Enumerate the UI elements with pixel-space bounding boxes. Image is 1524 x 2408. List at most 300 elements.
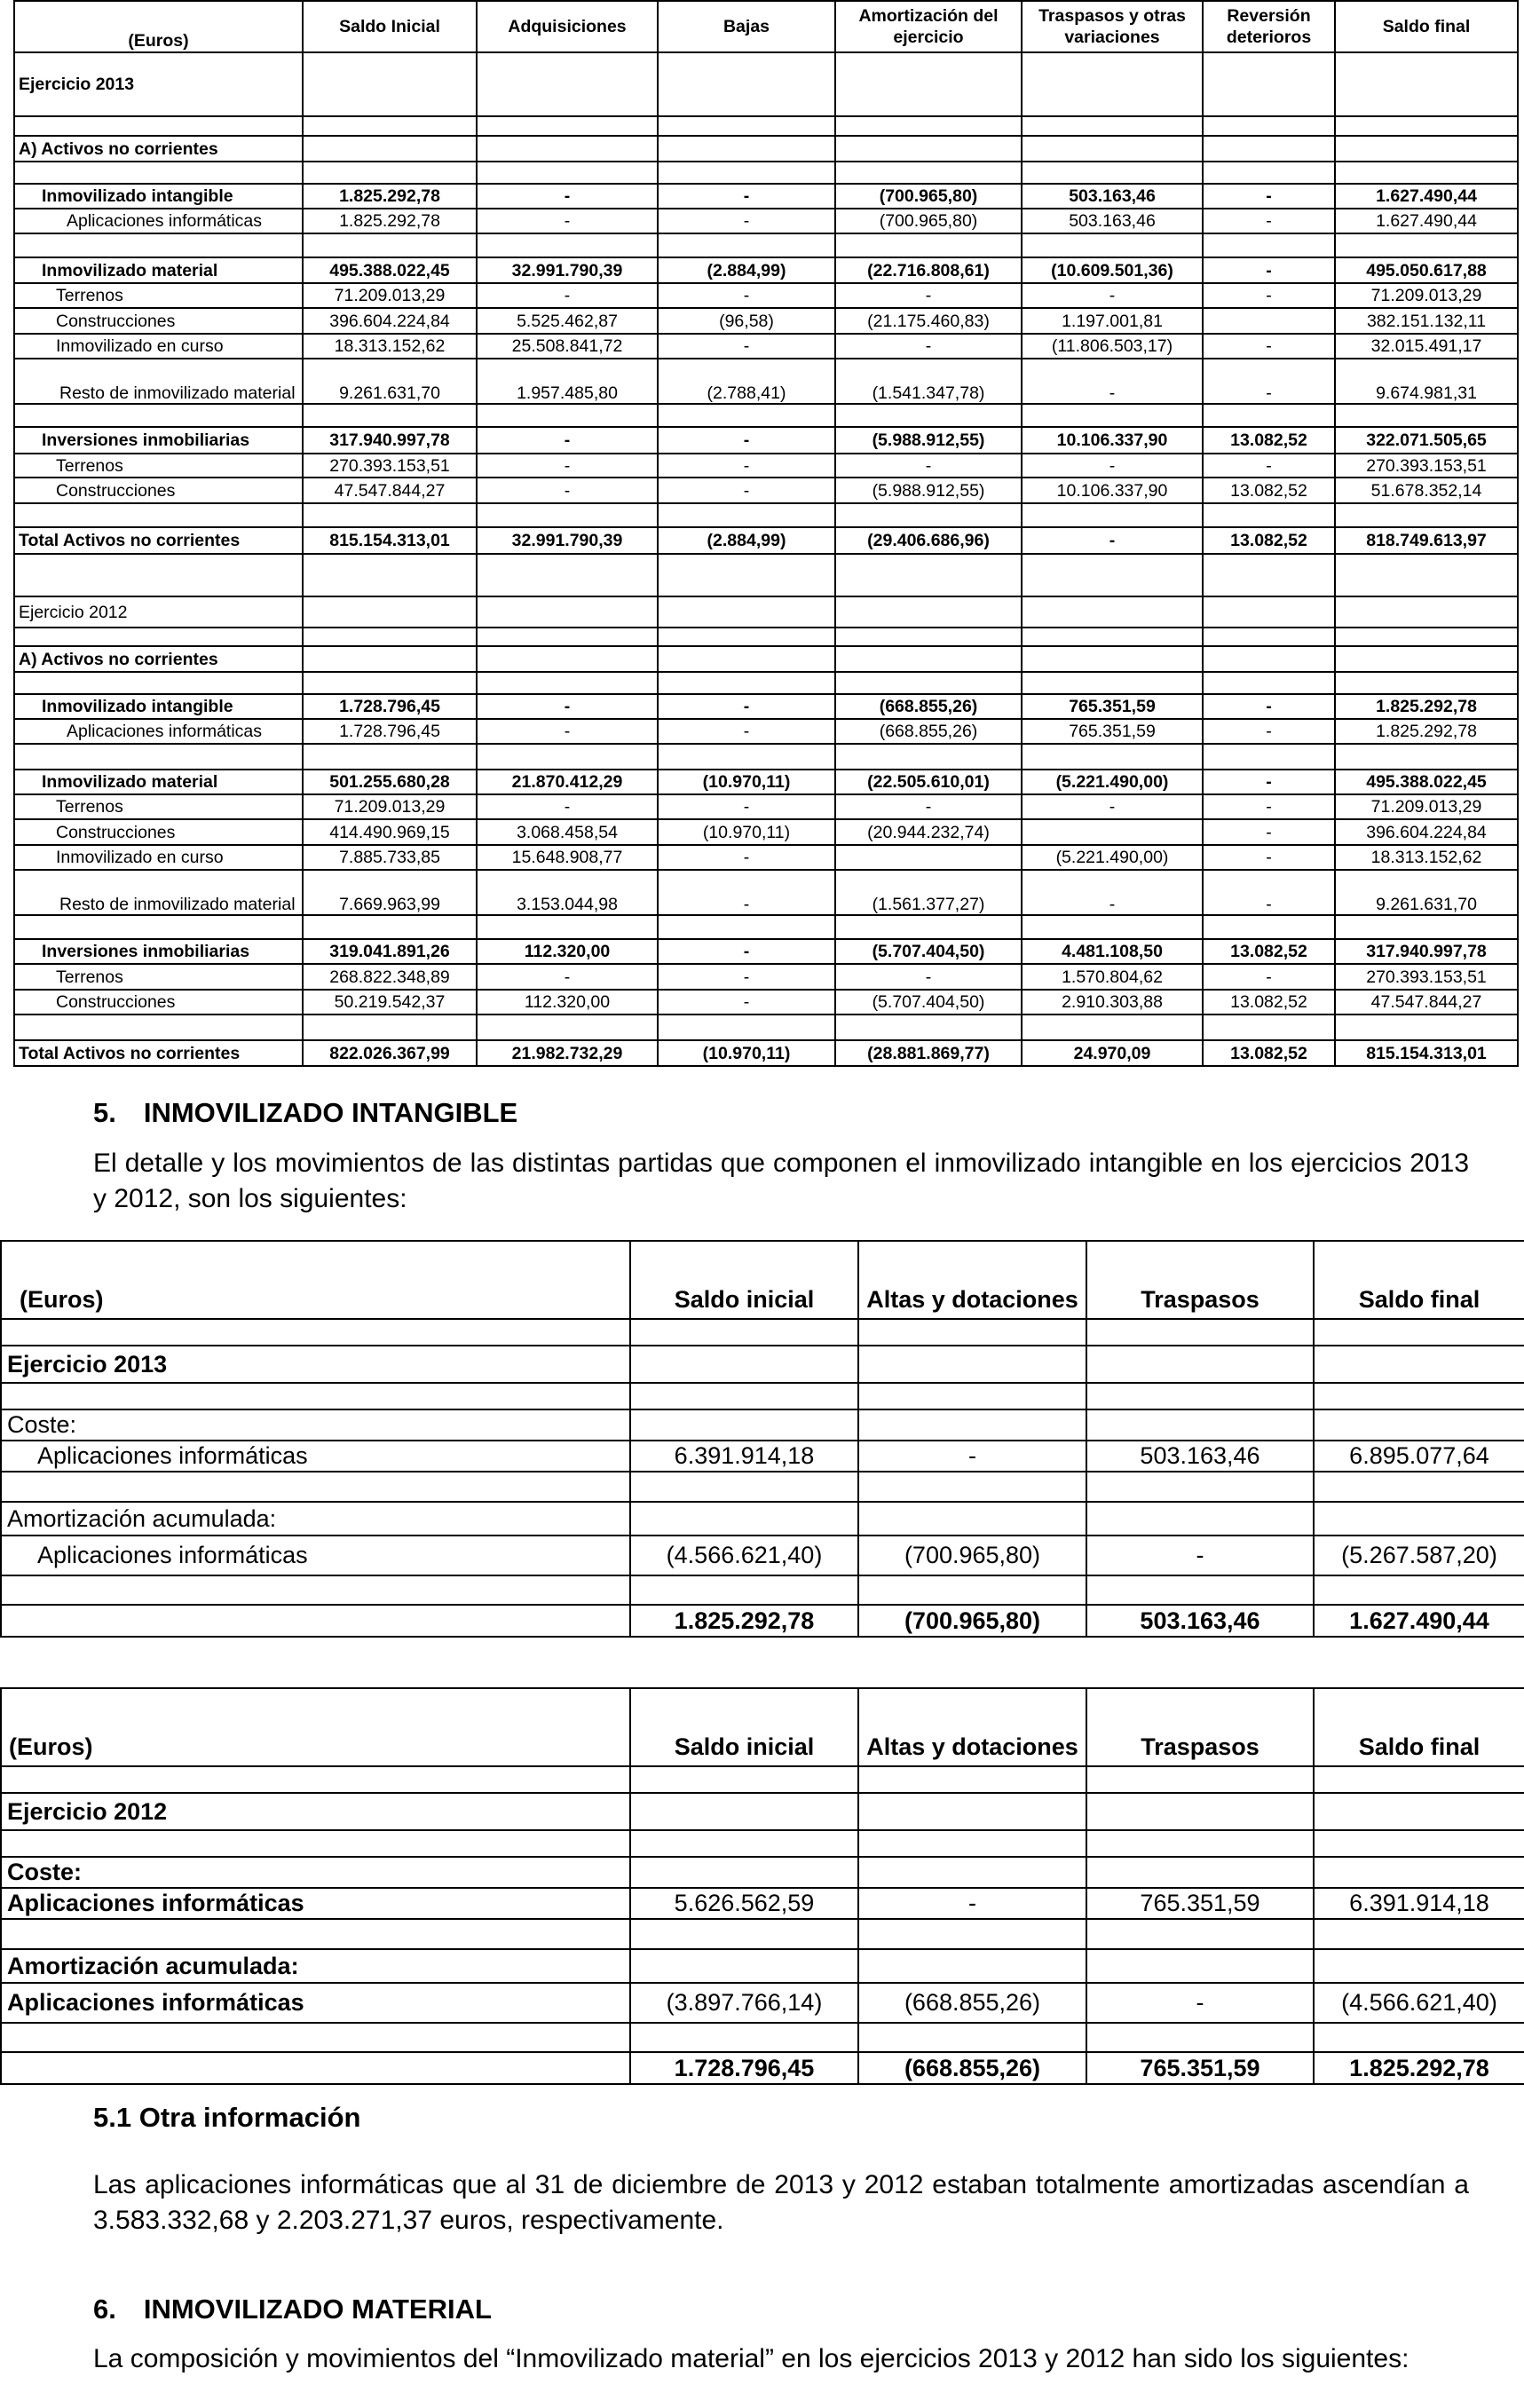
cell-value: (668.855,26) xyxy=(835,694,1022,719)
cell-value xyxy=(858,1383,1086,1409)
table-row xyxy=(14,845,1518,870)
cell-value xyxy=(477,233,658,257)
cell-value xyxy=(1022,136,1203,162)
cell-value xyxy=(1022,52,1203,116)
cell-value xyxy=(1203,308,1335,334)
cell-value: (2.884,99) xyxy=(658,527,835,554)
row-label xyxy=(14,404,303,427)
cell-value xyxy=(303,136,477,162)
cell-value xyxy=(658,503,835,527)
cell-value xyxy=(1086,1383,1314,1409)
cell-value: - xyxy=(1086,1536,1314,1575)
cell-value xyxy=(1086,1766,1314,1793)
spacer-row xyxy=(1,1383,1524,1409)
row-label: Aplicaciones informáticas xyxy=(1,1888,630,1919)
cell-value xyxy=(835,915,1022,939)
table-row xyxy=(1,1793,1524,1830)
cell-value: (700.965,80) xyxy=(835,209,1022,233)
cell-value xyxy=(477,744,658,770)
cell-value: - xyxy=(477,283,658,308)
cell-value: 1.728.796,45 xyxy=(303,694,477,719)
row-label: Inmovilizado intangible xyxy=(14,184,303,209)
cell-value: - xyxy=(1203,770,1335,794)
cell-value xyxy=(1203,628,1335,646)
cell-value: (10.970,11) xyxy=(658,770,835,794)
row-label xyxy=(1,2052,630,2084)
cell-value: 51.678.352,14 xyxy=(1335,478,1518,503)
cell-value: 501.255.680,28 xyxy=(303,770,477,794)
cell-value xyxy=(658,404,835,427)
cell-value xyxy=(630,1319,858,1346)
cell-value: 6.895.077,64 xyxy=(1314,1441,1524,1472)
cell-value: 9.261.631,70 xyxy=(1335,870,1518,915)
cell-value xyxy=(835,503,1022,527)
cell-value xyxy=(477,1015,658,1040)
cell-value xyxy=(835,1015,1022,1040)
cell-value: 495.388.022,45 xyxy=(1335,770,1518,794)
cell-value: 503.163,46 xyxy=(1022,184,1203,209)
cell-value xyxy=(630,1949,858,1983)
spacer-row xyxy=(14,628,1518,646)
cell-value: - xyxy=(477,427,658,454)
cell-value xyxy=(1086,1319,1314,1346)
cell-value: 9.261.631,70 xyxy=(303,359,477,404)
cell-value xyxy=(630,1919,858,1949)
table-row xyxy=(14,870,1518,915)
cell-value: - xyxy=(1203,334,1335,359)
cell-value: - xyxy=(835,964,1022,990)
table-row xyxy=(14,136,1518,162)
row-label: Ejercicio 2013 xyxy=(14,52,303,116)
cell-value: 822.026.367,99 xyxy=(303,1040,477,1066)
table-header-row xyxy=(1,1688,1524,1766)
cell-value xyxy=(1086,2023,1314,2052)
cell-value: 21.982.732,29 xyxy=(477,1040,658,1066)
cell-value xyxy=(835,116,1022,136)
cell-value xyxy=(1314,2023,1524,2052)
cell-value xyxy=(630,1502,858,1536)
cell-value: (1.541.347,78) xyxy=(835,359,1022,404)
table-row xyxy=(1,1949,1524,1983)
spacer-row xyxy=(1,1830,1524,1857)
cell-value: - xyxy=(858,1888,1086,1919)
cell-value: 1.957.485,80 xyxy=(477,359,658,404)
cell-value: (22.716.808,61) xyxy=(835,257,1022,283)
cell-value: 18.313.152,62 xyxy=(303,334,477,359)
table-header-row xyxy=(14,1,1518,52)
cell-value xyxy=(1203,915,1335,939)
cell-value xyxy=(1022,116,1203,136)
cell-value: 765.351,59 xyxy=(1086,2052,1314,2084)
cell-value xyxy=(1022,1015,1203,1040)
column-header: Reversión deterioros xyxy=(1203,1,1335,52)
spacer-row xyxy=(1,2023,1524,2052)
cell-value xyxy=(835,672,1022,694)
spacer-row xyxy=(1,1575,1524,1605)
cell-value xyxy=(303,503,477,527)
cell-value xyxy=(1022,233,1203,257)
cell-value: (700.965,80) xyxy=(858,1605,1086,1637)
row-label: Inversiones inmobiliarias xyxy=(14,939,303,964)
cell-value xyxy=(858,1502,1086,1536)
cell-value xyxy=(1335,646,1518,672)
row-label: Aplicaciones informáticas xyxy=(14,719,303,744)
cell-value xyxy=(477,162,658,184)
spacer-row xyxy=(14,404,1518,427)
cell-value xyxy=(1203,554,1335,596)
table-row xyxy=(14,52,1518,116)
cell-value: - xyxy=(477,478,658,503)
cell-value xyxy=(477,404,658,427)
cell-value xyxy=(1022,646,1203,672)
row-label: Inmovilizado en curso xyxy=(14,334,303,359)
cell-value xyxy=(1203,596,1335,628)
cell-value: (668.855,26) xyxy=(858,1983,1086,2023)
cell-value xyxy=(1086,1472,1314,1502)
cell-value xyxy=(1314,1575,1524,1605)
cell-value xyxy=(1335,1015,1518,1040)
cell-value: - xyxy=(658,209,835,233)
cell-value: 1.825.292,78 xyxy=(1314,2052,1524,2084)
cell-value xyxy=(835,554,1022,596)
spacer-row xyxy=(14,672,1518,694)
cell-value xyxy=(1086,1919,1314,1949)
cell-value: - xyxy=(1022,283,1203,308)
cell-value: 1.825.292,78 xyxy=(303,209,477,233)
cell-value: - xyxy=(1022,527,1203,554)
table-row xyxy=(14,427,1518,454)
cell-value: 503.163,46 xyxy=(1022,209,1203,233)
column-header: Traspasos xyxy=(1086,1688,1314,1766)
cell-value xyxy=(1203,672,1335,694)
cell-value: 24.970,09 xyxy=(1022,1040,1203,1066)
cell-value: 765.351,59 xyxy=(1086,1888,1314,1919)
cell-value xyxy=(658,233,835,257)
column-header: (Euros) xyxy=(1,1688,630,1766)
table-row xyxy=(1,1983,1524,2023)
cell-value xyxy=(1203,52,1335,116)
cell-value: 317.940.997,78 xyxy=(1335,939,1518,964)
row-label: Ejercicio 2012 xyxy=(14,596,303,628)
cell-value xyxy=(658,554,835,596)
cell-value: 71.209.013,29 xyxy=(1335,283,1518,308)
cell-value: 13.082,52 xyxy=(1203,1040,1335,1066)
table-row xyxy=(14,359,1518,404)
cell-value xyxy=(835,162,1022,184)
cell-value xyxy=(1335,554,1518,596)
cell-value: - xyxy=(658,845,835,870)
row-label xyxy=(14,628,303,646)
cell-value: - xyxy=(477,694,658,719)
row-label xyxy=(1,1919,630,1949)
cell-value: (668.855,26) xyxy=(835,719,1022,744)
column-header: Saldo inicial xyxy=(630,1241,858,1319)
cell-value xyxy=(835,52,1022,116)
table-row xyxy=(14,1040,1518,1066)
cell-value xyxy=(1086,1409,1314,1441)
cell-value: 3.068.458,54 xyxy=(477,819,658,845)
cell-value xyxy=(1203,744,1335,770)
cell-value xyxy=(658,596,835,628)
cell-value xyxy=(658,672,835,694)
row-label: Terrenos xyxy=(14,283,303,308)
cell-value xyxy=(1022,672,1203,694)
cell-value: 32.991.790,39 xyxy=(477,527,658,554)
cell-value: 6.391.914,18 xyxy=(1314,1888,1524,1919)
row-label xyxy=(1,1605,630,1637)
row-label: Ejercicio 2012 xyxy=(1,1793,630,1830)
column-header: Altas y dotaciones xyxy=(858,1241,1086,1319)
row-label xyxy=(14,672,303,694)
cell-value xyxy=(1314,1919,1524,1949)
cell-value: - xyxy=(1203,184,1335,209)
row-label: Coste: xyxy=(1,1857,630,1888)
cell-value: 1.627.490,44 xyxy=(1314,1605,1524,1637)
column-header: Saldo Inicial xyxy=(303,1,477,52)
row-label xyxy=(1,1472,630,1502)
row-label xyxy=(1,1575,630,1605)
cell-value xyxy=(1335,162,1518,184)
cell-value: - xyxy=(477,719,658,744)
cell-value xyxy=(303,554,477,596)
row-label xyxy=(14,116,303,136)
table-row xyxy=(14,819,1518,845)
column-header: Saldo inicial xyxy=(630,1688,858,1766)
cell-value xyxy=(1022,404,1203,427)
cell-value: 71.209.013,29 xyxy=(1335,794,1518,819)
cell-value: 319.041.891,26 xyxy=(303,939,477,964)
cell-value xyxy=(303,915,477,939)
cell-value xyxy=(303,52,477,116)
cell-value: - xyxy=(1203,794,1335,819)
row-label: Aplicaciones informáticas xyxy=(1,1441,630,1472)
cell-value: - xyxy=(658,334,835,359)
intangible-assets-2013-table xyxy=(0,1240,1524,1638)
cell-value xyxy=(303,404,477,427)
row-label: Inmovilizado material xyxy=(14,770,303,794)
cell-value xyxy=(1203,646,1335,672)
cell-value: 2.910.303,88 xyxy=(1022,990,1203,1015)
cell-value: (2.788,41) xyxy=(658,359,835,404)
cell-value xyxy=(1203,404,1335,427)
cell-value: - xyxy=(658,794,835,819)
cell-value: 1.728.796,45 xyxy=(630,2052,858,2084)
cell-value: 5.525.462,87 xyxy=(477,308,658,334)
cell-value: (1.561.377,27) xyxy=(835,870,1022,915)
cell-value xyxy=(1086,1575,1314,1605)
row-label: Inversiones inmobiliarias xyxy=(14,427,303,454)
table-row xyxy=(1,1605,1524,1637)
cell-value xyxy=(1022,819,1203,845)
cell-value: - xyxy=(1022,359,1203,404)
cell-value: - xyxy=(1203,257,1335,283)
table-row xyxy=(14,209,1518,233)
row-label: Construcciones xyxy=(14,819,303,845)
row-label xyxy=(1,1830,630,1857)
cell-value xyxy=(858,1949,1086,1983)
cell-value xyxy=(1022,162,1203,184)
row-label xyxy=(14,1015,303,1040)
row-label xyxy=(14,233,303,257)
cell-value: - xyxy=(1203,209,1335,233)
row-label: Aplicaciones informáticas xyxy=(1,1983,630,2023)
cell-value xyxy=(1022,554,1203,596)
row-label: Total Activos no corrientes xyxy=(14,527,303,554)
cell-value xyxy=(658,628,835,646)
cell-value xyxy=(835,646,1022,672)
cell-value xyxy=(477,915,658,939)
cell-value: 495.050.617,88 xyxy=(1335,257,1518,283)
cell-value xyxy=(1203,116,1335,136)
cell-value: 1.825.292,78 xyxy=(630,1605,858,1637)
cell-value xyxy=(1335,628,1518,646)
cell-value: 47.547.844,27 xyxy=(303,478,477,503)
cell-value: 18.313.152,62 xyxy=(1335,845,1518,870)
spacer-row xyxy=(14,915,1518,939)
cell-value xyxy=(658,1015,835,1040)
cell-value: (10.970,11) xyxy=(658,1040,835,1066)
cell-value xyxy=(1314,1346,1524,1383)
row-label xyxy=(14,503,303,527)
cell-value: - xyxy=(835,454,1022,478)
cell-value xyxy=(658,915,835,939)
table-row xyxy=(1,1409,1524,1441)
cell-value: - xyxy=(1086,1983,1314,2023)
cell-value: 32.015.491,17 xyxy=(1335,334,1518,359)
cell-value xyxy=(630,1830,858,1857)
cell-value: 15.648.908,77 xyxy=(477,845,658,870)
cell-value xyxy=(477,554,658,596)
fixed-assets-movement-table xyxy=(13,0,1519,1067)
row-label: Inmovilizado material xyxy=(14,257,303,283)
cell-value xyxy=(303,744,477,770)
cell-value: - xyxy=(835,794,1022,819)
cell-value: (5.221.490,00) xyxy=(1022,770,1203,794)
cell-value: 47.547.844,27 xyxy=(1335,990,1518,1015)
cell-value: - xyxy=(658,990,835,1015)
cell-value xyxy=(835,404,1022,427)
cell-value: 25.508.841,72 xyxy=(477,334,658,359)
cell-value xyxy=(303,646,477,672)
cell-value xyxy=(1335,503,1518,527)
table-row xyxy=(14,939,1518,964)
cell-value xyxy=(477,596,658,628)
cell-value xyxy=(858,2023,1086,2052)
cell-value xyxy=(858,1830,1086,1857)
cell-value xyxy=(1335,596,1518,628)
table-row xyxy=(14,308,1518,334)
section-5-1-paragraph: Las aplicaciones informáticas que al 31 de diciembre de 2013 y 2012 estaban totalmente amortizadas ascendían a 3.583.332,68 y 2.203.271,37 euros, respectivamente. xyxy=(93,2170,1469,2235)
cell-value: 1.825.292,78 xyxy=(1335,719,1518,744)
cell-value: 112.320,00 xyxy=(477,939,658,964)
cell-value: 382.151.132,11 xyxy=(1335,308,1518,334)
cell-value: 396.604.224,84 xyxy=(1335,819,1518,845)
cell-value: - xyxy=(658,478,835,503)
cell-value xyxy=(630,1346,858,1383)
spacer-row xyxy=(14,554,1518,596)
cell-value: (5.267.587,20) xyxy=(1314,1536,1524,1575)
cell-value: 13.082,52 xyxy=(1203,527,1335,554)
cell-value: 765.351,59 xyxy=(1022,694,1203,719)
cell-value: 50.219.542,37 xyxy=(303,990,477,1015)
row-label xyxy=(1,1319,630,1346)
cell-value xyxy=(303,162,477,184)
cell-value: (5.707.404,50) xyxy=(835,990,1022,1015)
table-row xyxy=(1,1888,1524,1919)
cell-value: 1.825.292,78 xyxy=(1335,694,1518,719)
cell-value: (3.897.766,14) xyxy=(630,1983,858,2023)
cell-value: 32.991.790,39 xyxy=(477,257,658,283)
cell-value: 815.154.313,01 xyxy=(1335,1040,1518,1066)
cell-value xyxy=(1022,744,1203,770)
table-row xyxy=(14,964,1518,990)
table-row xyxy=(14,283,1518,308)
cell-value: (668.855,26) xyxy=(858,2052,1086,2084)
cell-value: (22.505.610,01) xyxy=(835,770,1022,794)
cell-value xyxy=(477,646,658,672)
cell-value xyxy=(1335,744,1518,770)
cell-value: 13.082,52 xyxy=(1203,939,1335,964)
column-header: Saldo final xyxy=(1314,1241,1524,1319)
cell-value xyxy=(303,596,477,628)
cell-value xyxy=(858,1319,1086,1346)
cell-value xyxy=(835,233,1022,257)
cell-value: 1.627.490,44 xyxy=(1335,209,1518,233)
cell-value: 414.490.969,15 xyxy=(303,819,477,845)
section-5-paragraph: El detalle y los movimientos de las distintas partidas que componen el inmovilizado intangible en los ejercicios 2013 y 2012, son los siguientes: xyxy=(93,1149,1469,1213)
cell-value: 815.154.313,01 xyxy=(303,527,477,554)
table-row xyxy=(14,990,1518,1015)
cell-value: 1.728.796,45 xyxy=(303,719,477,744)
spacer-row xyxy=(14,162,1518,184)
cell-value xyxy=(835,744,1022,770)
cell-value: (28.881.869,77) xyxy=(835,1040,1022,1066)
cell-value xyxy=(1203,233,1335,257)
cell-value xyxy=(835,845,1022,870)
table-row xyxy=(14,454,1518,478)
cell-value: (700.965,80) xyxy=(835,184,1022,209)
cell-value: - xyxy=(1203,819,1335,845)
cell-value: (4.566.621,40) xyxy=(630,1536,858,1575)
cell-value xyxy=(1314,1857,1524,1888)
cell-value: 396.604.224,84 xyxy=(303,308,477,334)
cell-value xyxy=(1314,1319,1524,1346)
cell-value: 9.674.981,31 xyxy=(1335,359,1518,404)
cell-value: - xyxy=(658,454,835,478)
cell-value: 10.106.337,90 xyxy=(1022,427,1203,454)
cell-value xyxy=(477,52,658,116)
cell-value xyxy=(1314,1472,1524,1502)
table-row xyxy=(14,184,1518,209)
cell-value xyxy=(858,1575,1086,1605)
spacer-row xyxy=(1,1766,1524,1793)
table-row xyxy=(14,794,1518,819)
cell-value xyxy=(1086,1793,1314,1830)
cell-value xyxy=(630,1766,858,1793)
column-header: (Euros) xyxy=(1,1241,630,1319)
cell-value: 13.082,52 xyxy=(1203,427,1335,454)
cell-value xyxy=(630,1575,858,1605)
cell-value xyxy=(1203,1015,1335,1040)
cell-value: (10.970,11) xyxy=(658,819,835,845)
table-row xyxy=(1,1536,1524,1575)
row-label: Inmovilizado en curso xyxy=(14,845,303,870)
cell-value: - xyxy=(1022,794,1203,819)
row-label: Amortización acumulada: xyxy=(1,1949,630,1983)
column-header: Adquisiciones xyxy=(477,1,658,52)
cell-value: - xyxy=(658,427,835,454)
cell-value: (5.221.490,00) xyxy=(1022,845,1203,870)
